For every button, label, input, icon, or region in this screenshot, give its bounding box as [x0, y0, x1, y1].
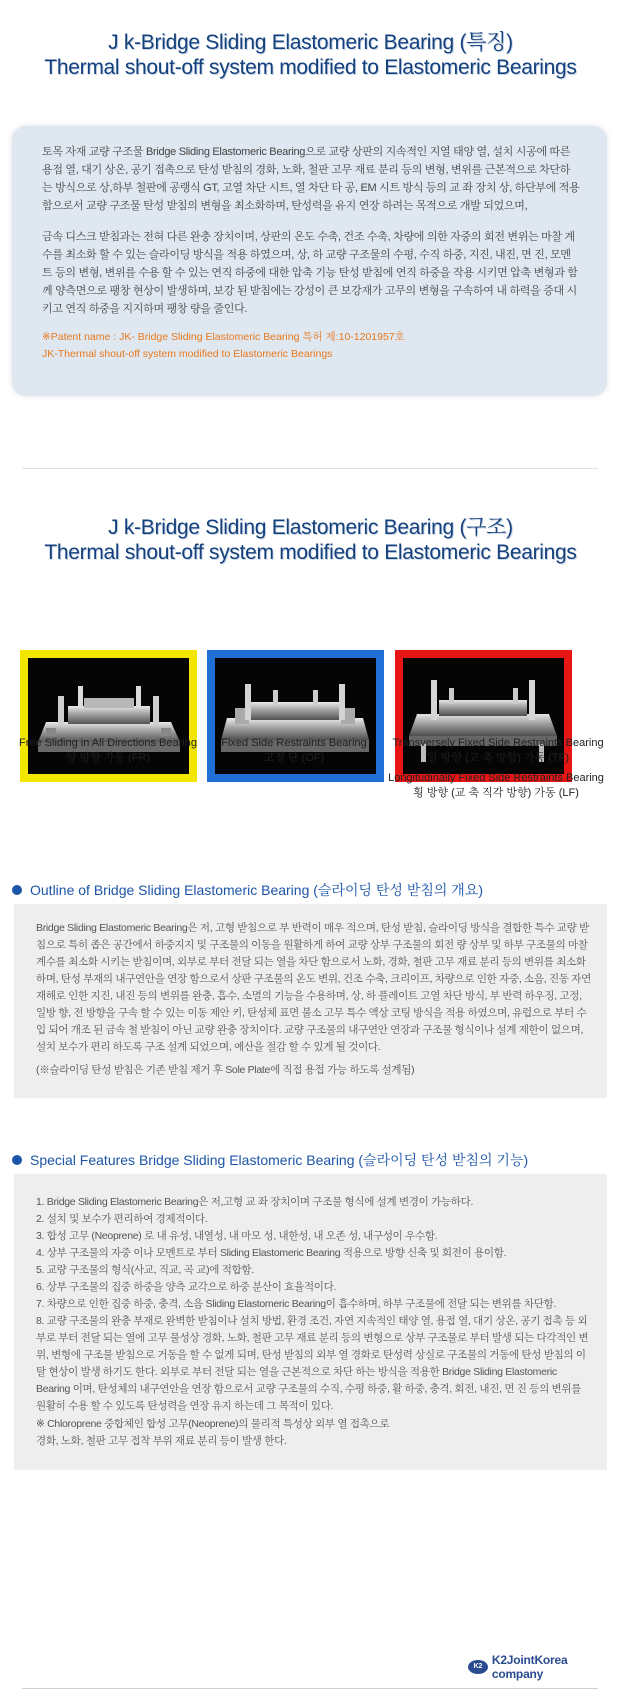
footer-divider: [22, 1688, 598, 1689]
features-note-line-2: 경화, 노화, 철판 고무 접착 부위 재료 분리 등이 발생 한다.: [36, 1435, 287, 1447]
company-logo: [468, 1653, 621, 1681]
outline-heading: [12, 881, 483, 899]
feature-item-8: 8. 교량 구조물의 완충 부재로 완벽한 받침이나 설치 방법, 환경 조건, 자연 지속적인 태양 열, 용접 열, 대기 상온, 공기 접촉 등 외부로 부터 전달 되는 열에 고무 물성상 경화, 노화, 철판 고무 재료 분리 등의 변형으로 상부 구조물로 부터 발생 되는 다각적인 변위, 변형에 구조물 받침으로 거동을 할 수 없게 되며, 탄성 받침의 외부 열 경화로 탄성력 상실로 구조물의 거동에 탄성 받침의 이탈 현상이 발생 하기도 한다. 외부로 부터 전달 되는 열을 근본적으로 차단 하는 방식을 적용한 Bridge Sliding Elastomeric Bearing 이며, 탄성체의 내구연안을 연장 함으로서 교량 구조물의 수직, 수평 하중, 활 하중, 충격, 회전, 내진, 면 진 등의 변위를 원활히 수용 할 수 있도록 탄성력을 연장 유지 하는데 그 목적이 있다.: [36, 1315, 589, 1412]
section1-title: J k-Bridge Sliding Elastomeric Bearing (특징): [108, 31, 513, 54]
section2-heading: [0, 515, 621, 565]
features-heading: [12, 1151, 528, 1169]
outline-note: (※슬라이딩 탄성 받침은 기존 받침 제거 후 Sole Plate에 직접 용접 가능 하도록 설계됨): [36, 1064, 415, 1076]
section1-subtitle: Thermal shout-off system modified to Elastomeric Bearings: [44, 56, 577, 79]
feature-item-7: 7. 차량으로 인한 집중 하중, 충격, 소음 Sliding Elastomeric Bearing이 흡수하며, 하부 구조물에 전달 되는 변위를 차단함.: [36, 1298, 557, 1310]
bearing-tf-name: Transversely Fixed Side Restraints Bearing: [392, 737, 604, 749]
bearing-caption-of: [196, 736, 392, 766]
bullet-icon: [12, 1155, 22, 1165]
bearing-fr-type: 양 방향 가동 (FR): [65, 752, 151, 764]
features-title: Special Features Bridge Sliding Elastomeric Bearing (슬라이딩 탄성 받침의 기능): [30, 1152, 529, 1168]
feature-item-6: 6. 상부 구조물의 집중 하중을 양측 교각으로 하중 분산이 효율적이다.: [36, 1281, 337, 1293]
feature-item-4: 4. 상부 구조물의 자중 이나 모멘트로 부터 Sliding Elastomeric Bearing 적용으로 방향 신축 및 회전이 용이함.: [36, 1247, 507, 1259]
features-box: [14, 1174, 607, 1470]
section-divider: [22, 468, 598, 469]
intro-paragraph-1: 토목 자재 교량 구조물 Bridge Sliding Elastomeric Bearing으로 교량 상판의 지속적인 지열 태양 열, 설치 시공에 따른 용접 열, 대기 상온, 공기 접촉으로 탄성 받침의 경화, 노화, 철판 고무 재료 분리 등의 변형, 변위를 근본적으로 차단하는 방식으로 상,하부 철판에 공랭식 GT, 고열 차단 시트, 열 차단 타 공, EM 시트 방식 등의 교 좌 장치 상, 하단부에 적용 함으로서 교량 구조물 탄성 받침의 변형을 최소화하며, 탄성력을 유지 연장 하려는 목적으로 개발 되었으며,: [42, 146, 580, 212]
intro-paragraph-2: 금속 디스크 받침과는 전혀 다른 완충 장치이며, 상판의 온도 수축, 건조 수축, 차량에 의한 자중의 회전 변위는 마찰 계수를 최소화 할 수 있는 슬라이딩 방식을 적용 하였으며, 상, 하 교량 구조물의 수평, 수직 하중, 지진, 내진, 면 진, 모멘트 등의 변형, 변위를 수용 할 수 있는 연직 하중에 대한 압축 기능 탄성 받침에 연직 하중을 작용 시키면 압축 변형과 함께 양측면으로 팽창 현상이 발생하며, 보강 된 받침에는 강성이 큰 보강재가 고무의 변형을 구속하여 내 하력을 증대 시키고 연직 하중을 지지하며 팽창 량을 줄인다.: [42, 231, 578, 315]
bearing-of-name: Fixed Side Restraints Bearing: [221, 737, 367, 749]
bearing-caption-lf: [376, 771, 616, 801]
bearing-lf-name: Longitudinally Fixed Side Restraints Bearing: [388, 772, 604, 784]
outline-paragraph: Bridge Sliding Elastomeric Bearing은 저, 고형 받침으로 부 반력이 매우 적으며, 탄성 받침, 슬라이딩 방식을 결합한 특수 교량 받침으로 특히 좁은 공간에서 하중지지 및 구조물의 이동을 원활하게 하여 교량 상부 구조물의 회전 량 상부 및 하부 구조물의 마찰 계수를 최소화 시키는 받침이며, 외부로 부터 전달 되는 열을 차단 함으로서 노화, 경화, 철판 고무 재료 분리 등의 변위를 최소화 하며, 탄성 부재의 내구연안을 연장 함으로서 상판 구조물의 온도 변위, 건조 수축, 크리이프, 차량으로 인한 자중, 소음, 진동 자연 재해로 인한 지진, 내진 등의 변위를 완충, 흡수, 소멸의 기능을 수용하며, 상, 하 플레이트 고열 차단 방식, 부 반력 하우징, 고정, 일방 향, 전 방향을 구속 할 수 있는 이동 제안 키, 탄성체 표면 불소 고무 특수 액상 코팅 방식을 적용 하였으며, 유럽으로 부터 수입 되어 개조 된 금속 철 받침이 아닌 교량 완충 장치이다. 교량 구조물의 내구연안 연장과 구조물 형식이나 설계 제한이 없으며, 설치 보수가 편리 하도록 구조 설계 되었으며, 예산을 절감 할 수 있게 될 것이다.: [36, 922, 591, 1053]
bullet-icon: [12, 885, 22, 895]
patent-title: JK-Thermal shout-off system modified to Elastomeric Bearings: [42, 348, 333, 360]
patent-name: ※Patent name : JK- Bridge Sliding Elastomeric Bearing 특허 제:10-1201957호: [42, 331, 405, 343]
feature-item-5: 5. 교량 구조물의 형식(사교, 직교, 곡 교)에 적합함.: [36, 1264, 254, 1276]
feature-item-1: 1. Bridge Sliding Elastomeric Bearing은 저,고형 교 좌 장치이며 구조물 형식에 설계 변경이 가능하다.: [36, 1196, 474, 1208]
bearing-tf-type: 일 방향 (교 축 방향) 가동 (TF): [426, 752, 570, 764]
bearing-fr-name: Free Sliding in All Directions Bearing: [19, 737, 197, 749]
outline-box: [14, 904, 607, 1098]
features-intro-box: [12, 126, 607, 396]
features-note-line-1: ※ Chloroprene 중합체인 합성 고무(Neoprene)의 물리적 특성상 외부 열 접촉으로: [36, 1418, 390, 1430]
company-logo-icon: K2: [468, 1660, 488, 1674]
section2-title: J k-Bridge Sliding Elastomeric Bearing (구조): [108, 516, 513, 539]
bearing-caption-tf: [380, 736, 616, 766]
bearing-of-type: 고정 단 (OF): [263, 752, 325, 764]
section2-subtitle: Thermal shout-off system modified to Elastomeric Bearings: [44, 541, 577, 564]
feature-item-2: 2. 설치 및 보수가 편리하여 경제적이다.: [36, 1213, 208, 1225]
outline-title: Outline of Bridge Sliding Elastomeric Bearing (슬라이딩 탄성 받침의 개요): [30, 882, 484, 898]
bearing-caption-fr: [10, 736, 206, 766]
bearing-lf-type: 횡 방향 (교 축 직각 방향) 가동 (LF): [413, 787, 579, 799]
section1-heading: [0, 30, 621, 80]
company-name: K2JointKorea company: [491, 1653, 568, 1681]
feature-item-3: 3. 합성 고무 (Neoprene) 로 내 유성, 내열성, 내 마모 성, 내한성, 내 오존 성, 내구성이 우수함.: [36, 1230, 438, 1242]
